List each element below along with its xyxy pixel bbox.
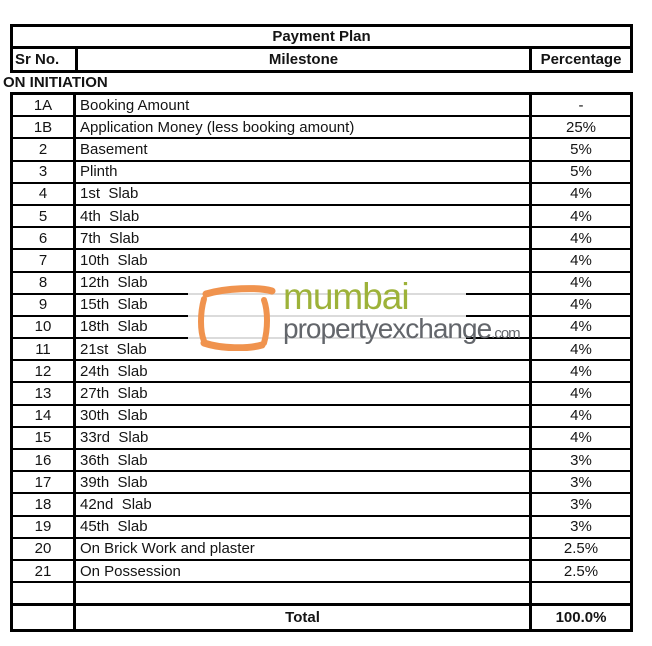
table-row (13, 450, 630, 472)
percentage-cell (529, 583, 630, 603)
milestone-cell: 36th Slab (80, 451, 148, 469)
sr-no-cell: 1A (13, 95, 76, 115)
column-header-percentage: Percentage (529, 49, 630, 70)
sr-no-cell: 10 (13, 317, 76, 337)
watermark-logo (188, 276, 520, 353)
percentage-cell: 4% (529, 295, 630, 315)
percentage-cell: 4% (529, 428, 630, 448)
table-row (13, 95, 630, 117)
percentage-cell: 2.5% (529, 561, 630, 581)
sr-no-cell: 17 (13, 472, 76, 492)
milestone-cell (76, 583, 529, 603)
milestone-cell: 21st Slab (80, 340, 147, 358)
sr-no-cell: 5 (13, 206, 76, 226)
milestone-cell: 7th Slab (80, 229, 140, 247)
table-row (13, 361, 630, 383)
table-row (13, 139, 630, 161)
sr-no-cell: 13 (13, 383, 76, 403)
milestone-cell: 42nd Slab (80, 495, 152, 513)
milestone-cell: 27th Slab (80, 385, 148, 403)
table-row (13, 494, 630, 516)
milestone-cell: 24th Slab (80, 362, 148, 380)
sr-no-cell: 2 (13, 139, 76, 159)
total-row (13, 603, 630, 629)
milestone-cell: 15th Slab (80, 296, 148, 314)
table-row (13, 117, 630, 139)
milestone-cell: Plinth (80, 163, 118, 181)
percentage-cell: 3% (529, 494, 630, 514)
table-row (13, 428, 630, 450)
table-row (13, 228, 630, 250)
payment-table (10, 92, 633, 632)
sr-no-cell: 20 (13, 539, 76, 559)
milestone-cell: On Brick Work and plaster (80, 540, 255, 558)
percentage-cell: 4% (529, 383, 630, 403)
sr-no-cell: 18 (13, 494, 76, 514)
column-header-sr: Sr No. (13, 49, 78, 70)
percentage-cell: 2.5% (529, 539, 630, 559)
percentage-cell: 4% (529, 206, 630, 226)
total-sr-cell (13, 606, 76, 629)
sr-no-cell: 14 (13, 406, 76, 426)
percentage-cell: 3% (529, 450, 630, 470)
table-row (13, 539, 630, 561)
table-row (13, 250, 630, 272)
table-head (10, 24, 633, 73)
sr-no-cell: 19 (13, 517, 76, 537)
milestone-cell: Booking Amount (80, 96, 190, 114)
milestone-cell: Application Money (less booking amount) (80, 118, 355, 136)
sr-no-cell: 4 (13, 184, 76, 204)
percentage-cell: 4% (529, 361, 630, 381)
percentage-cell: - (529, 95, 630, 115)
percentage-cell: 4% (529, 273, 630, 293)
sr-no-cell: 12 (13, 361, 76, 381)
percentage-cell: 3% (529, 517, 630, 537)
brand-name-primary: mumbai (283, 276, 409, 317)
sr-no-cell: 8 (13, 273, 76, 293)
brand-name-secondary: propertyexchange (283, 313, 492, 344)
milestone-cell: 12th Slab (80, 274, 148, 292)
brand-name-secondary-line (283, 314, 520, 344)
table-row (13, 561, 630, 583)
percentage-cell: 25% (529, 117, 630, 137)
sr-no-cell: 15 (13, 428, 76, 448)
table-row (13, 406, 630, 428)
sr-no-cell: 9 (13, 295, 76, 315)
sr-no-cell: 1B (13, 117, 76, 137)
percentage-cell: 4% (529, 317, 630, 337)
milestone-cell: 18th Slab (80, 318, 148, 336)
page-title: Payment Plan (13, 27, 630, 49)
sr-no-cell: 16 (13, 450, 76, 470)
milestone-cell: On Possession (80, 562, 181, 580)
rough-square-frame-icon (192, 283, 280, 351)
milestone-cell: 45th Slab (80, 518, 148, 536)
percentage-cell: 3% (529, 472, 630, 492)
total-label: Total (285, 609, 320, 627)
sr-no-cell: 21 (13, 561, 76, 581)
milestone-cell: 10th Slab (80, 251, 148, 269)
percentage-cell: 4% (529, 406, 630, 426)
table-row (13, 184, 630, 206)
table-row (13, 162, 630, 184)
empty-row (13, 583, 630, 603)
milestone-cell: 4th Slab (80, 207, 140, 225)
sr-no-cell: 6 (13, 228, 76, 248)
sr-no-cell (13, 583, 76, 603)
column-header-milestone: Milestone (268, 51, 339, 68)
section-label: ON INITIATION (0, 73, 652, 92)
sr-no-cell: 7 (13, 250, 76, 270)
percentage-cell: 4% (529, 250, 630, 270)
sr-no-cell: 11 (13, 339, 76, 359)
percentage-cell: 5% (529, 162, 630, 182)
milestone-cell: 39th Slab (80, 473, 148, 491)
table-row (13, 517, 630, 539)
column-header-row (13, 49, 630, 70)
percentage-cell: 4% (529, 184, 630, 204)
percentage-cell: 4% (529, 228, 630, 248)
table-row (13, 472, 630, 494)
milestone-cell: Basement (80, 140, 148, 158)
milestone-cell: 33rd Slab (80, 429, 149, 447)
milestone-cell: 1st Slab (80, 185, 139, 203)
sr-no-cell: 3 (13, 162, 76, 182)
table-row (13, 383, 630, 405)
table-row (13, 206, 630, 228)
percentage-cell: 4% (529, 339, 630, 359)
percentage-cell: 5% (529, 139, 630, 159)
milestone-cell: 30th Slab (80, 407, 148, 425)
total-value: 100.0% (529, 606, 630, 629)
brand-tld: .com (491, 325, 520, 342)
